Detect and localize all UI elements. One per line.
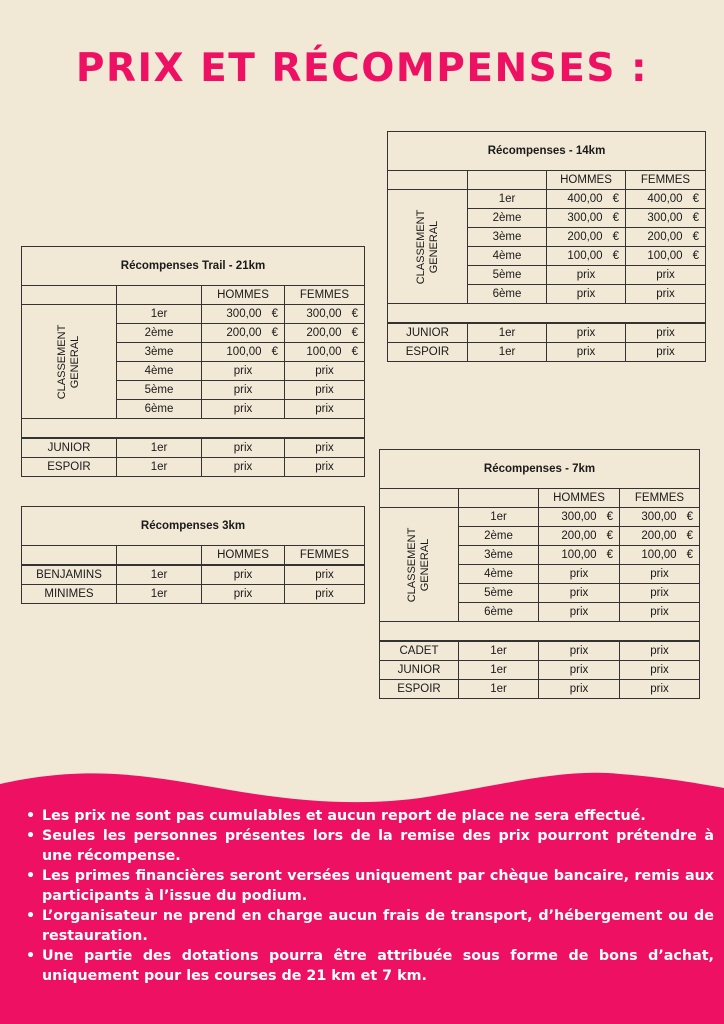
header-empty (117, 546, 202, 566)
category-cell: BENJAMINS (22, 565, 117, 585)
hommes-cell (539, 546, 620, 565)
header-empty (22, 546, 117, 566)
euro-sign: € (692, 212, 699, 224)
euro-sign: € (271, 308, 278, 320)
femmes-cell: prix (626, 343, 706, 362)
rank-cell: 3ème (459, 546, 539, 565)
header-hommes: HOMMES (547, 171, 626, 190)
femmes-cell: prix (285, 458, 365, 477)
table-title: Récompenses 3km (22, 507, 365, 546)
separator-row (22, 419, 365, 439)
rank-cell: 3ème (117, 343, 202, 362)
table-row (22, 458, 365, 477)
hommes-cell (202, 305, 285, 324)
femmes-cell: prix (620, 641, 700, 661)
hommes-cell (547, 228, 626, 247)
hommes-cell: prix (539, 641, 620, 661)
rank-cell: 1er (117, 458, 202, 477)
rank-cell: 1er (459, 661, 539, 680)
euro-sign: € (612, 231, 619, 243)
general-word: GENERAL (427, 220, 440, 273)
amount-value: 100,00 (226, 346, 262, 358)
rule-text: L’organisateur ne prend en charge aucun frais de transport, d’hébergement ou de restauration. (42, 908, 714, 944)
bullet-icon: • (26, 828, 36, 844)
amount-value: 400,00 (567, 193, 603, 205)
header-hommes: HOMMES (202, 546, 285, 566)
rule-text: Seules les personnes présentes lors de la remise des prix pourront prétendre à une récompense. (42, 828, 714, 864)
femmes-cell: prix (285, 381, 365, 400)
amount-value: 200,00 (647, 231, 683, 243)
rule-item (26, 906, 714, 946)
header-femmes: FEMMES (626, 171, 706, 190)
hommes-cell (202, 324, 285, 343)
rewards-table-3km (21, 506, 365, 604)
euro-sign: € (612, 193, 619, 205)
category-cell: ESPOIR (380, 680, 459, 699)
rule-text: Les primes financières seront versées uniquement par chèque bancaire, remis aux participants à l’issue du podium. (42, 868, 714, 904)
classement-general-label (22, 305, 117, 419)
rank-cell: 1er (117, 438, 202, 458)
rank-cell: 1er (459, 680, 539, 699)
amount-value: 200,00 (641, 530, 677, 542)
amount-value: 100,00 (561, 549, 597, 561)
general-word: GENERAL (419, 538, 431, 591)
amount-value: 300,00 (226, 308, 262, 320)
rank-cell: 5ème (117, 381, 202, 400)
rank-cell: 1er (117, 565, 202, 585)
euro-sign: € (692, 250, 699, 262)
euro-sign: € (606, 549, 613, 561)
classement-word: CLASSEMENT (406, 527, 418, 602)
euro-sign: € (351, 327, 358, 339)
euro-sign: € (612, 212, 619, 224)
femmes-cell: prix (620, 584, 700, 603)
table-title-row (22, 507, 365, 546)
table-title: Récompenses Trail - 21km (22, 247, 365, 286)
hommes-cell (539, 527, 620, 546)
header-empty (388, 171, 468, 190)
hommes-cell: prix (202, 585, 285, 604)
header-empty (459, 489, 539, 508)
rank-cell: 1er (459, 641, 539, 661)
euro-sign: € (692, 231, 699, 243)
femmes-cell: prix (620, 661, 700, 680)
amount-value: 300,00 (561, 511, 597, 523)
header-femmes: FEMMES (285, 546, 365, 566)
rule-item (26, 806, 714, 826)
rank-cell: 4ème (117, 362, 202, 381)
bullet-icon: • (26, 908, 36, 924)
header-empty (468, 171, 547, 190)
hommes-cell: prix (202, 438, 285, 458)
euro-sign: € (271, 327, 278, 339)
classement-word: CLASSEMENT (56, 324, 68, 399)
femmes-cell (620, 527, 700, 546)
table-row (380, 641, 700, 661)
hommes-cell: prix (539, 680, 620, 699)
header-empty (380, 489, 459, 508)
table-title-row (380, 450, 700, 489)
hommes-cell: prix (547, 266, 626, 285)
euro-sign: € (686, 511, 693, 523)
amount-value: 200,00 (567, 231, 603, 243)
rule-item (26, 826, 714, 866)
rank-cell: 4ème (468, 247, 547, 266)
category-cell: ESPOIR (22, 458, 117, 477)
hommes-cell: prix (547, 343, 626, 362)
rule-text: Une partie des dotations pourra être attribuée sous forme de bons d’achat, uniquement pour les courses de 21 km et 7 km. (42, 948, 714, 984)
rank-cell: 4ème (459, 565, 539, 584)
rule-text: Les prix ne sont pas cumulables et aucun report de place ne sera effectué. (42, 808, 646, 824)
category-cell: JUNIOR (380, 661, 459, 680)
rewards-table-14km (387, 131, 706, 362)
category-cell: CADET (380, 641, 459, 661)
hommes-cell: prix (202, 400, 285, 419)
table-row (388, 343, 706, 362)
euro-sign: € (271, 346, 278, 358)
amount-value: 200,00 (226, 327, 262, 339)
femmes-cell (285, 305, 365, 324)
femmes-cell: prix (626, 323, 706, 343)
euro-sign: € (351, 346, 358, 358)
hommes-cell: prix (202, 381, 285, 400)
rank-cell: 2ème (459, 527, 539, 546)
hommes-cell: prix (539, 584, 620, 603)
femmes-cell: prix (620, 565, 700, 584)
hommes-cell (539, 508, 620, 527)
table-row (380, 680, 700, 699)
separator-cell (22, 419, 365, 439)
femmes-cell (626, 247, 706, 266)
table-header-row (388, 171, 706, 190)
rank-cell: 1er (117, 305, 202, 324)
table-header-row (380, 489, 700, 508)
hommes-cell: prix (539, 603, 620, 622)
amount-value: 300,00 (306, 308, 342, 320)
classement-general-label (380, 508, 459, 622)
table-header-row (22, 546, 365, 566)
category-cell: JUNIOR (22, 438, 117, 458)
bullet-icon: • (26, 808, 36, 824)
femmes-cell: prix (626, 285, 706, 304)
table-row (388, 190, 706, 209)
header-empty (117, 286, 202, 305)
page-title: PRIX ET RÉCOMPENSES : (75, 46, 649, 91)
hommes-cell (547, 247, 626, 266)
hommes-cell: prix (202, 565, 285, 585)
femmes-cell: prix (285, 585, 365, 604)
femmes-cell (285, 343, 365, 362)
table-row (22, 585, 365, 604)
rank-cell: 1er (468, 343, 547, 362)
hommes-cell (547, 209, 626, 228)
separator-row (388, 304, 706, 324)
amount-value: 300,00 (647, 212, 683, 224)
table-row (380, 661, 700, 680)
amount-value: 400,00 (647, 193, 683, 205)
bullet-icon: • (26, 868, 36, 884)
hommes-cell: prix (539, 565, 620, 584)
header-femmes: FEMMES (620, 489, 700, 508)
hommes-cell: prix (202, 362, 285, 381)
table-title-row (22, 247, 365, 286)
rules-list (26, 806, 714, 986)
rank-cell: 6ème (468, 285, 547, 304)
bullet-icon: • (26, 948, 36, 964)
euro-sign: € (612, 250, 619, 262)
hommes-cell: prix (547, 285, 626, 304)
amount-value: 100,00 (306, 346, 342, 358)
femmes-cell: prix (285, 565, 365, 585)
euro-sign: € (606, 511, 613, 523)
euro-sign: € (686, 530, 693, 542)
hommes-cell: prix (539, 661, 620, 680)
rank-cell: 1er (468, 323, 547, 343)
separator-cell (380, 622, 700, 642)
separator-cell (388, 304, 706, 324)
header-hommes: HOMMES (539, 489, 620, 508)
amount-value: 200,00 (306, 327, 342, 339)
euro-sign: € (351, 308, 358, 320)
rank-cell: 6ème (459, 603, 539, 622)
hommes-cell (547, 190, 626, 209)
amount-value: 100,00 (641, 549, 677, 561)
femmes-cell: prix (626, 266, 706, 285)
rank-cell: 3ème (468, 228, 547, 247)
category-cell: ESPOIR (388, 343, 468, 362)
femmes-cell: prix (620, 603, 700, 622)
classement-word: CLASSEMENT (414, 209, 427, 284)
femmes-cell (626, 209, 706, 228)
header-hommes: HOMMES (202, 286, 285, 305)
euro-sign: € (606, 530, 613, 542)
rank-cell: 1er (468, 190, 547, 209)
amount-value: 200,00 (561, 530, 597, 542)
header-empty (22, 286, 117, 305)
table-row (380, 508, 700, 527)
rewards-table-7km (379, 449, 700, 699)
table-row (22, 438, 365, 458)
femmes-cell: prix (285, 400, 365, 419)
femmes-cell (285, 324, 365, 343)
rank-cell: 1er (459, 508, 539, 527)
rank-cell: 6ème (117, 400, 202, 419)
rank-cell: 1er (117, 585, 202, 604)
rank-cell: 2ème (468, 209, 547, 228)
table-title-row (388, 132, 706, 171)
amount-value: 300,00 (567, 212, 603, 224)
euro-sign: € (686, 549, 693, 561)
table-row (22, 565, 365, 585)
femmes-cell (620, 508, 700, 527)
rule-item (26, 866, 714, 906)
femmes-cell: prix (620, 680, 700, 699)
rank-cell: 5ème (468, 266, 547, 285)
femmes-cell (626, 190, 706, 209)
hommes-cell: prix (547, 323, 626, 343)
table-title: Récompenses - 7km (380, 450, 700, 489)
rank-cell: 2ème (117, 324, 202, 343)
table-row (388, 323, 706, 343)
hommes-cell: prix (202, 458, 285, 477)
general-word: GENERAL (69, 335, 81, 388)
table-row (22, 305, 365, 324)
rank-cell: 5ème (459, 584, 539, 603)
rewards-table-21km (21, 246, 365, 477)
femmes-cell (626, 228, 706, 247)
classement-general-label (388, 190, 468, 304)
separator-row (380, 622, 700, 642)
femmes-cell: prix (285, 362, 365, 381)
table-header-row (22, 286, 365, 305)
amount-value: 100,00 (647, 250, 683, 262)
amount-value: 300,00 (641, 511, 677, 523)
rule-item (26, 946, 714, 986)
header-femmes: FEMMES (285, 286, 365, 305)
hommes-cell (202, 343, 285, 362)
euro-sign: € (692, 193, 699, 205)
femmes-cell: prix (285, 438, 365, 458)
category-cell: MINIMES (22, 585, 117, 604)
amount-value: 100,00 (567, 250, 603, 262)
category-cell: JUNIOR (388, 323, 468, 343)
table-title: Récompenses - 14km (388, 132, 706, 171)
femmes-cell (620, 546, 700, 565)
